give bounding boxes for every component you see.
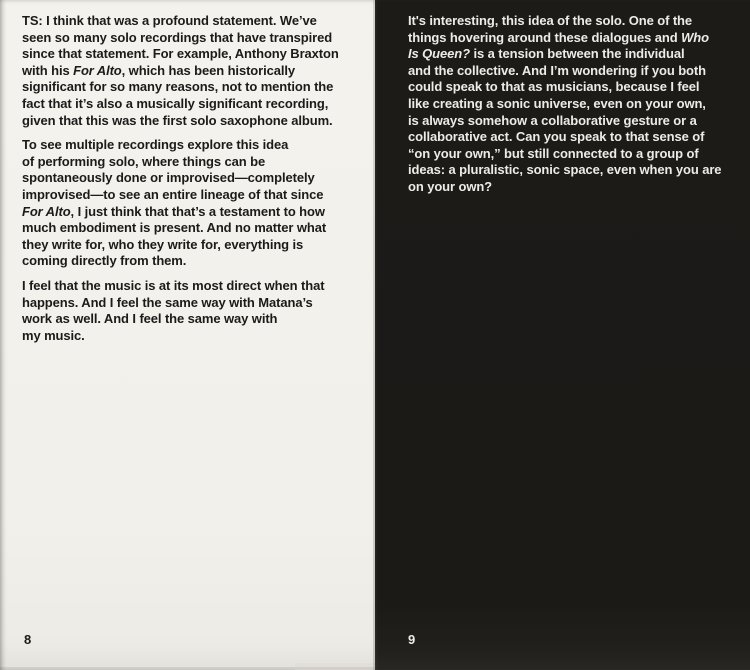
text-run: my music. <box>22 327 85 343</box>
text-run: of performing solo, where things can be <box>22 153 266 169</box>
text-run: For Alto <box>22 203 71 219</box>
text-line <box>408 63 732 80</box>
text-run: Who <box>681 29 709 45</box>
text-run: , I just think that that’s a testament to how <box>70 203 325 219</box>
text-line <box>22 220 357 237</box>
right-page-text <box>375 0 750 196</box>
text-run: since that statement. For example, Anthony Braxton <box>22 46 339 62</box>
text-run: and the collective. And I’m wondering if you both <box>408 62 706 78</box>
text-line <box>22 311 357 328</box>
paragraph <box>22 278 357 344</box>
text-run: significant for so many reasons, not to mention the <box>22 79 334 95</box>
paragraph <box>22 137 357 270</box>
page-gutter-edge <box>373 0 375 670</box>
text-line <box>22 187 357 204</box>
text-run: coming directly from them. <box>22 253 187 269</box>
text-line <box>408 113 732 130</box>
text-run: is always somehow a collaborative gesture or a <box>408 112 697 128</box>
text-line <box>22 154 357 171</box>
text-run: seen so many solo recordings that have transpired <box>22 29 333 45</box>
text-run: fact that it’s also a musically significant recording, <box>22 95 329 111</box>
text-run: could speak to that as musicians, because I feel <box>408 79 700 95</box>
text-line <box>22 253 357 270</box>
text-run: , which has been historically <box>121 62 296 78</box>
text-line <box>22 46 357 63</box>
text-line <box>22 328 357 345</box>
text-run: given that this was the first solo saxophone album. <box>22 112 333 128</box>
text-line <box>408 30 732 47</box>
text-line <box>22 113 357 130</box>
text-run: like creating a sonic universe, even on your own, <box>408 95 706 111</box>
text-run: improvised—to see an entire lineage of that since <box>22 186 324 202</box>
left-page-text <box>0 0 375 344</box>
text-line <box>408 146 732 163</box>
paragraph <box>408 13 732 196</box>
text-line <box>408 46 732 63</box>
text-run: “on your own,” but still connected to a group of <box>408 145 699 161</box>
text-run: happens. And I feel the same way with Matana’s <box>22 294 313 310</box>
text-run: much embodiment is present. And no matter what <box>22 220 327 236</box>
text-line <box>408 13 732 30</box>
text-run: things hovering around these dialogues and <box>408 29 682 45</box>
text-run: Is Queen? <box>408 46 470 62</box>
text-line <box>22 13 357 30</box>
text-run: on your own? <box>408 178 493 194</box>
text-line <box>22 295 357 312</box>
text-line <box>22 278 357 295</box>
paragraph <box>22 13 357 129</box>
text-run: with his <box>22 62 74 78</box>
text-run: they write for, who they write for, everything is <box>22 236 304 252</box>
text-line <box>408 96 732 113</box>
text-line <box>408 179 732 196</box>
text-line <box>408 129 732 146</box>
right-page <box>375 0 750 670</box>
right-page-number: 9 <box>408 632 416 647</box>
text-line <box>22 204 357 221</box>
text-line <box>22 170 357 187</box>
left-page-number: 8 <box>24 632 32 647</box>
text-run: ideas: a pluralistic, sonic space, even when you are <box>408 162 722 178</box>
text-line <box>22 237 357 254</box>
text-run: It's interesting, this idea of the solo. One of the <box>408 13 693 28</box>
text-run: work as well. And I feel the same way with <box>22 311 278 327</box>
text-run: For Alto <box>73 62 122 78</box>
text-line <box>22 96 357 113</box>
text-run: is a tension between the individual <box>469 46 685 62</box>
text-run: spontaneously done or improvised—completely <box>22 170 315 186</box>
text-line <box>22 63 357 80</box>
text-run: collaborative act. Can you speak to that sense of <box>408 129 705 145</box>
text-line <box>408 162 732 179</box>
text-line <box>22 137 357 154</box>
text-line <box>22 79 357 96</box>
text-run: I feel that the music is at its most direct when that <box>22 277 325 293</box>
text-run: TS: I think that was a profound statement. We’ve <box>22 13 317 28</box>
text-run: To see multiple recordings explore this idea <box>22 137 289 153</box>
text-line <box>22 30 357 47</box>
text-line <box>408 79 732 96</box>
